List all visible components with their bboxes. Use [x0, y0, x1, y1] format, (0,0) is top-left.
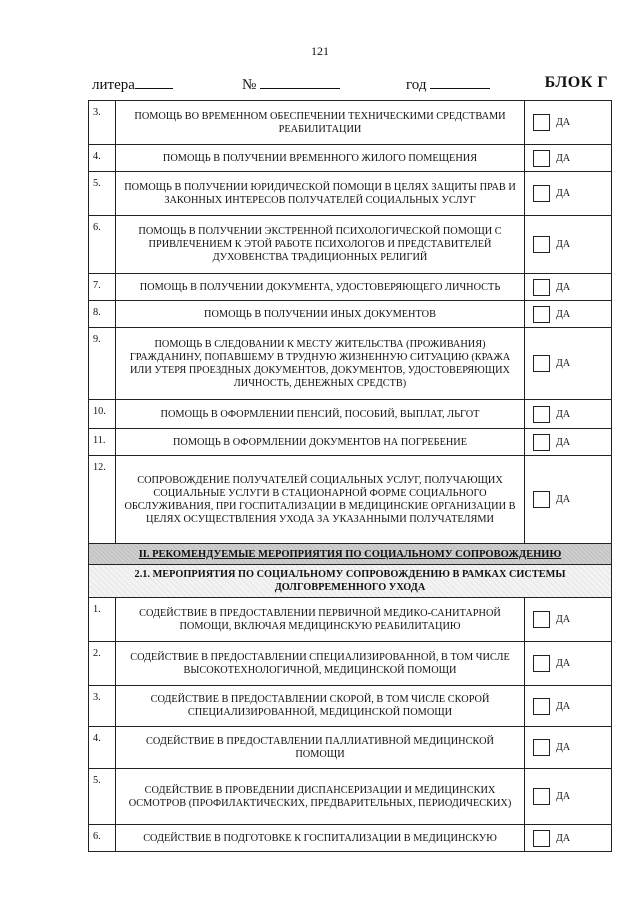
table-part2	[89, 598, 612, 852]
checkbox-cell	[525, 274, 612, 301]
da-checkbox[interactable]	[533, 306, 550, 323]
table-row	[89, 301, 612, 328]
row-text: СОДЕЙСТВИЕ В ПРЕДОСТАВЛЕНИИ ПАЛЛИАТИВНОЙ МЕДИЦИНСКОЙ ПОМОЩИ	[116, 727, 525, 769]
year-input[interactable]	[430, 74, 490, 89]
number-field	[242, 74, 340, 94]
da-checkbox[interactable]	[533, 655, 550, 672]
checkbox-cell	[525, 642, 612, 686]
checkbox-group	[525, 355, 611, 372]
table-row	[89, 686, 612, 727]
table-row	[89, 172, 612, 216]
row-number: 4.	[89, 145, 116, 172]
checkbox-cell	[525, 686, 612, 727]
row-number: 10.	[89, 400, 116, 429]
table-row	[89, 598, 612, 642]
da-label: ДА	[556, 188, 571, 199]
da-label: ДА	[556, 308, 571, 320]
da-checkbox[interactable]	[533, 114, 550, 131]
row-number: 3.	[89, 101, 116, 145]
da-label: ДА	[556, 239, 571, 250]
checkbox-cell	[525, 769, 612, 825]
da-label: ДА	[556, 436, 571, 448]
checkbox-cell	[525, 172, 612, 216]
da-label: ДА	[556, 832, 571, 844]
row-number: 5.	[89, 769, 116, 825]
da-label: ДА	[556, 700, 571, 712]
row-text: ПОМОЩЬ В ПОЛУЧЕНИИ ЮРИДИЧЕСКОЙ ПОМОЩИ В ЦЕЛЯХ ЗАЩИТЫ ПРАВ И ЗАКОННЫХ ИНТЕРЕСОВ ПОЛУЧАТЕЛЕЙ СОЦИАЛЬНЫХ УСЛУГ	[116, 172, 525, 216]
checkbox-group	[525, 306, 611, 323]
da-checkbox[interactable]	[533, 150, 550, 167]
row-text: СОДЕЙСТВИЕ В ПОДГОТОВКЕ К ГОСПИТАЛИЗАЦИИ В МЕДИЦИНСКУЮ	[116, 825, 525, 852]
row-number: 9.	[89, 328, 116, 400]
da-checkbox[interactable]	[533, 611, 550, 628]
table-row	[89, 727, 612, 769]
da-label: ДА	[556, 281, 571, 293]
year-field	[406, 74, 490, 94]
row-number: 6.	[89, 216, 116, 274]
row-text: ПОМОЩЬ ВО ВРЕМЕННОМ ОБЕСПЕЧЕНИИ ТЕХНИЧЕСКИМИ СРЕДСТВАМИ РЕАБИЛИТАЦИИ	[116, 101, 525, 145]
table-row	[89, 400, 612, 429]
row-number: 4.	[89, 727, 116, 769]
da-label: ДА	[556, 494, 571, 505]
checkbox-group	[525, 279, 611, 296]
da-checkbox[interactable]	[533, 434, 550, 451]
da-checkbox[interactable]	[533, 491, 550, 508]
row-text: СОДЕЙСТВИЕ В ПРЕДОСТАВЛЕНИИ ПЕРВИЧНОЙ МЕДИКО-САНИТАРНОЙ ПОМОЩИ, ВКЛЮЧАЯ МЕДИЦИНСКУЮ РЕАБИЛИТАЦИЮ	[116, 598, 525, 642]
checkbox-group	[525, 150, 611, 167]
checkbox-group	[525, 788, 611, 805]
row-text: ПОМОЩЬ В ПОЛУЧЕНИИ ВРЕМЕННОГО ЖИЛОГО ПОМЕЩЕНИЯ	[116, 145, 525, 172]
da-label: ДА	[556, 152, 571, 164]
table-row	[89, 429, 612, 456]
checkbox-cell	[525, 825, 612, 852]
table-row	[89, 825, 612, 852]
da-label: ДА	[556, 614, 571, 625]
da-checkbox[interactable]	[533, 185, 550, 202]
row-text: ПОМОЩЬ В СЛЕДОВАНИИ К МЕСТУ ЖИТЕЛЬСТВА (ПРОЖИВАНИЯ) ГРАЖДАНИНУ, ПОПАВШЕМУ В ТРУДНУЮ ЖИЗНЕННУЮ СИТУАЦИЮ (КРАЖА ИЛИ УТЕРЯ ПРОЕЗДНЫХ ДОКУМЕНТОВ, ДОКУМЕНТОВ, УДОСТОВЕРЯЮЩИХ ЛИЧНОСТЬ, ДЕНЕЖНЫХ СРЕДСТВ)	[116, 328, 525, 400]
number-label: №	[242, 77, 257, 93]
table-part1	[89, 101, 612, 544]
checkbox-group	[525, 406, 611, 423]
row-text: ПОМОЩЬ В ПОЛУЧЕНИИ ИНЫХ ДОКУМЕНТОВ	[116, 301, 525, 328]
section-title: II. РЕКОМЕНДУЕМЫЕ МЕРОПРИЯТИЯ ПО СОЦИАЛЬНОМУ СОПРОВОЖДЕНИЮ	[138, 548, 562, 560]
da-checkbox[interactable]	[533, 788, 550, 805]
da-checkbox[interactable]	[533, 830, 550, 847]
form-header	[92, 74, 608, 94]
row-number: 8.	[89, 301, 116, 328]
da-label: ДА	[556, 358, 571, 369]
checkbox-group	[525, 655, 611, 672]
checkbox-cell	[525, 216, 612, 274]
row-number: 3.	[89, 686, 116, 727]
checkbox-group	[525, 114, 611, 131]
row-text: ПОМОЩЬ В ПОЛУЧЕНИИ ЭКСТРЕННОЙ ПСИХОЛОГИЧЕСКОЙ ПОМОЩИ С ПРИВЛЕЧЕНИЕМ К ЭТОЙ РАБОТЕ ПСИХОЛОГОВ И ПРЕДСТАВИТЕЛЕЙ ДУХОВЕНСТВА ТРАДИЦИОННЫХ РЕЛИГИЙ	[116, 216, 525, 274]
checkbox-cell	[525, 301, 612, 328]
checkbox-group	[525, 491, 611, 508]
year-label: год	[406, 77, 427, 93]
litera-field	[92, 74, 173, 94]
row-number: 12.	[89, 456, 116, 544]
checkbox-group	[525, 185, 611, 202]
row-text: СОПРОВОЖДЕНИЕ ПОЛУЧАТЕЛЕЙ СОЦИАЛЬНЫХ УСЛУГ, ПОЛУЧАЮЩИХ СОЦИАЛЬНЫЕ УСЛУГИ В СТАЦИОНАРНОЙ ФОРМЕ СОЦИАЛЬНОГО ОБСЛУЖИВАНИЯ, ПРИ ГОСПИТАЛИЗАЦИИ В МЕДИЦИНСКИЕ ОРГАНИЗАЦИИ В ЦЕЛЯХ ОСУЩЕСТВЛЕНИЯ УХОДА ЗА УКАЗАННЫМИ ПОЛУЧАТЕЛЯМИ	[116, 456, 525, 544]
checkbox-cell	[525, 727, 612, 769]
checkbox-cell	[525, 456, 612, 544]
block-label: БЛОК Г	[544, 74, 608, 91]
table-row	[89, 642, 612, 686]
da-checkbox[interactable]	[533, 406, 550, 423]
checkbox-cell	[525, 328, 612, 400]
checkbox-cell	[525, 598, 612, 642]
row-number: 2.	[89, 642, 116, 686]
da-label: ДА	[556, 791, 571, 802]
subsection-row	[89, 565, 612, 598]
checkbox-group	[525, 830, 611, 847]
row-number: 7.	[89, 274, 116, 301]
row-text: ПОМОЩЬ В ПОЛУЧЕНИИ ДОКУМЕНТА, УДОСТОВЕРЯЮЩЕГО ЛИЧНОСТЬ	[116, 274, 525, 301]
da-label: ДА	[556, 408, 571, 420]
da-checkbox[interactable]	[533, 739, 550, 756]
checkbox-group	[525, 611, 611, 628]
services-table	[88, 100, 612, 852]
table-row	[89, 456, 612, 544]
row-number: 11.	[89, 429, 116, 456]
table-row	[89, 328, 612, 400]
row-number: 6.	[89, 825, 116, 852]
da-checkbox[interactable]	[533, 236, 550, 253]
checkbox-group	[525, 698, 611, 715]
checkbox-cell	[525, 145, 612, 172]
section-row	[89, 544, 612, 565]
row-text: СОДЕЙСТВИЕ В ПРЕДОСТАВЛЕНИИ СПЕЦИАЛИЗИРОВАННОЙ, В ТОМ ЧИСЛЕ ВЫСОКОТЕХНОЛОГИЧНОЙ, МЕДИЦИНСКОЙ ПОМОЩИ	[116, 642, 525, 686]
page-number: 121	[311, 44, 329, 58]
table-row	[89, 145, 612, 172]
row-text: СОДЕЙСТВИЕ В ПРЕДОСТАВЛЕНИИ СКОРОЙ, В ТОМ ЧИСЛЕ СКОРОЙ СПЕЦИАЛИЗИРОВАННОЙ, МЕДИЦИНСКОЙ ПОМОЩИ	[116, 686, 525, 727]
section-headers	[89, 544, 612, 598]
checkbox-cell	[525, 429, 612, 456]
checkbox-group	[525, 434, 611, 451]
table-row	[89, 101, 612, 145]
checkbox-cell	[525, 101, 612, 145]
da-label: ДА	[556, 117, 571, 128]
da-checkbox[interactable]	[533, 279, 550, 296]
row-number: 5.	[89, 172, 116, 216]
checkbox-cell	[525, 400, 612, 429]
row-number: 1.	[89, 598, 116, 642]
litera-input[interactable]	[135, 74, 173, 89]
table-row	[89, 216, 612, 274]
subsection-title: 2.1. МЕРОПРИЯТИЯ ПО СОЦИАЛЬНОМУ СОПРОВОЖДЕНИЮ В РАМКАХ СИСТЕМЫ ДОЛГОВРЕМЕННОГО УХОДА	[89, 565, 612, 598]
table-row	[89, 769, 612, 825]
row-text: ПОМОЩЬ В ОФОРМЛЕНИИ ПЕНСИЙ, ПОСОБИЙ, ВЫПЛАТ, ЛЬГОТ	[116, 400, 525, 429]
row-text: ПОМОЩЬ В ОФОРМЛЕНИИ ДОКУМЕНТОВ НА ПОГРЕБЕНИЕ	[116, 429, 525, 456]
da-checkbox[interactable]	[533, 698, 550, 715]
litera-label: литера	[92, 77, 135, 93]
checkbox-group	[525, 236, 611, 253]
table-row	[89, 274, 612, 301]
number-input[interactable]	[260, 74, 340, 89]
da-label: ДА	[556, 742, 571, 753]
checkbox-group	[525, 739, 611, 756]
da-checkbox[interactable]	[533, 355, 550, 372]
row-text: СОДЕЙСТВИЕ В ПРОВЕДЕНИИ ДИСПАНСЕРИЗАЦИИ И МЕДИЦИНСКИХ ОСМОТРОВ (ПРОФИЛАКТИЧЕСКИХ, ПРЕДВАРИТЕЛЬНЫХ, ПЕРИОДИЧЕСКИХ)	[116, 769, 525, 825]
da-label: ДА	[556, 658, 571, 669]
